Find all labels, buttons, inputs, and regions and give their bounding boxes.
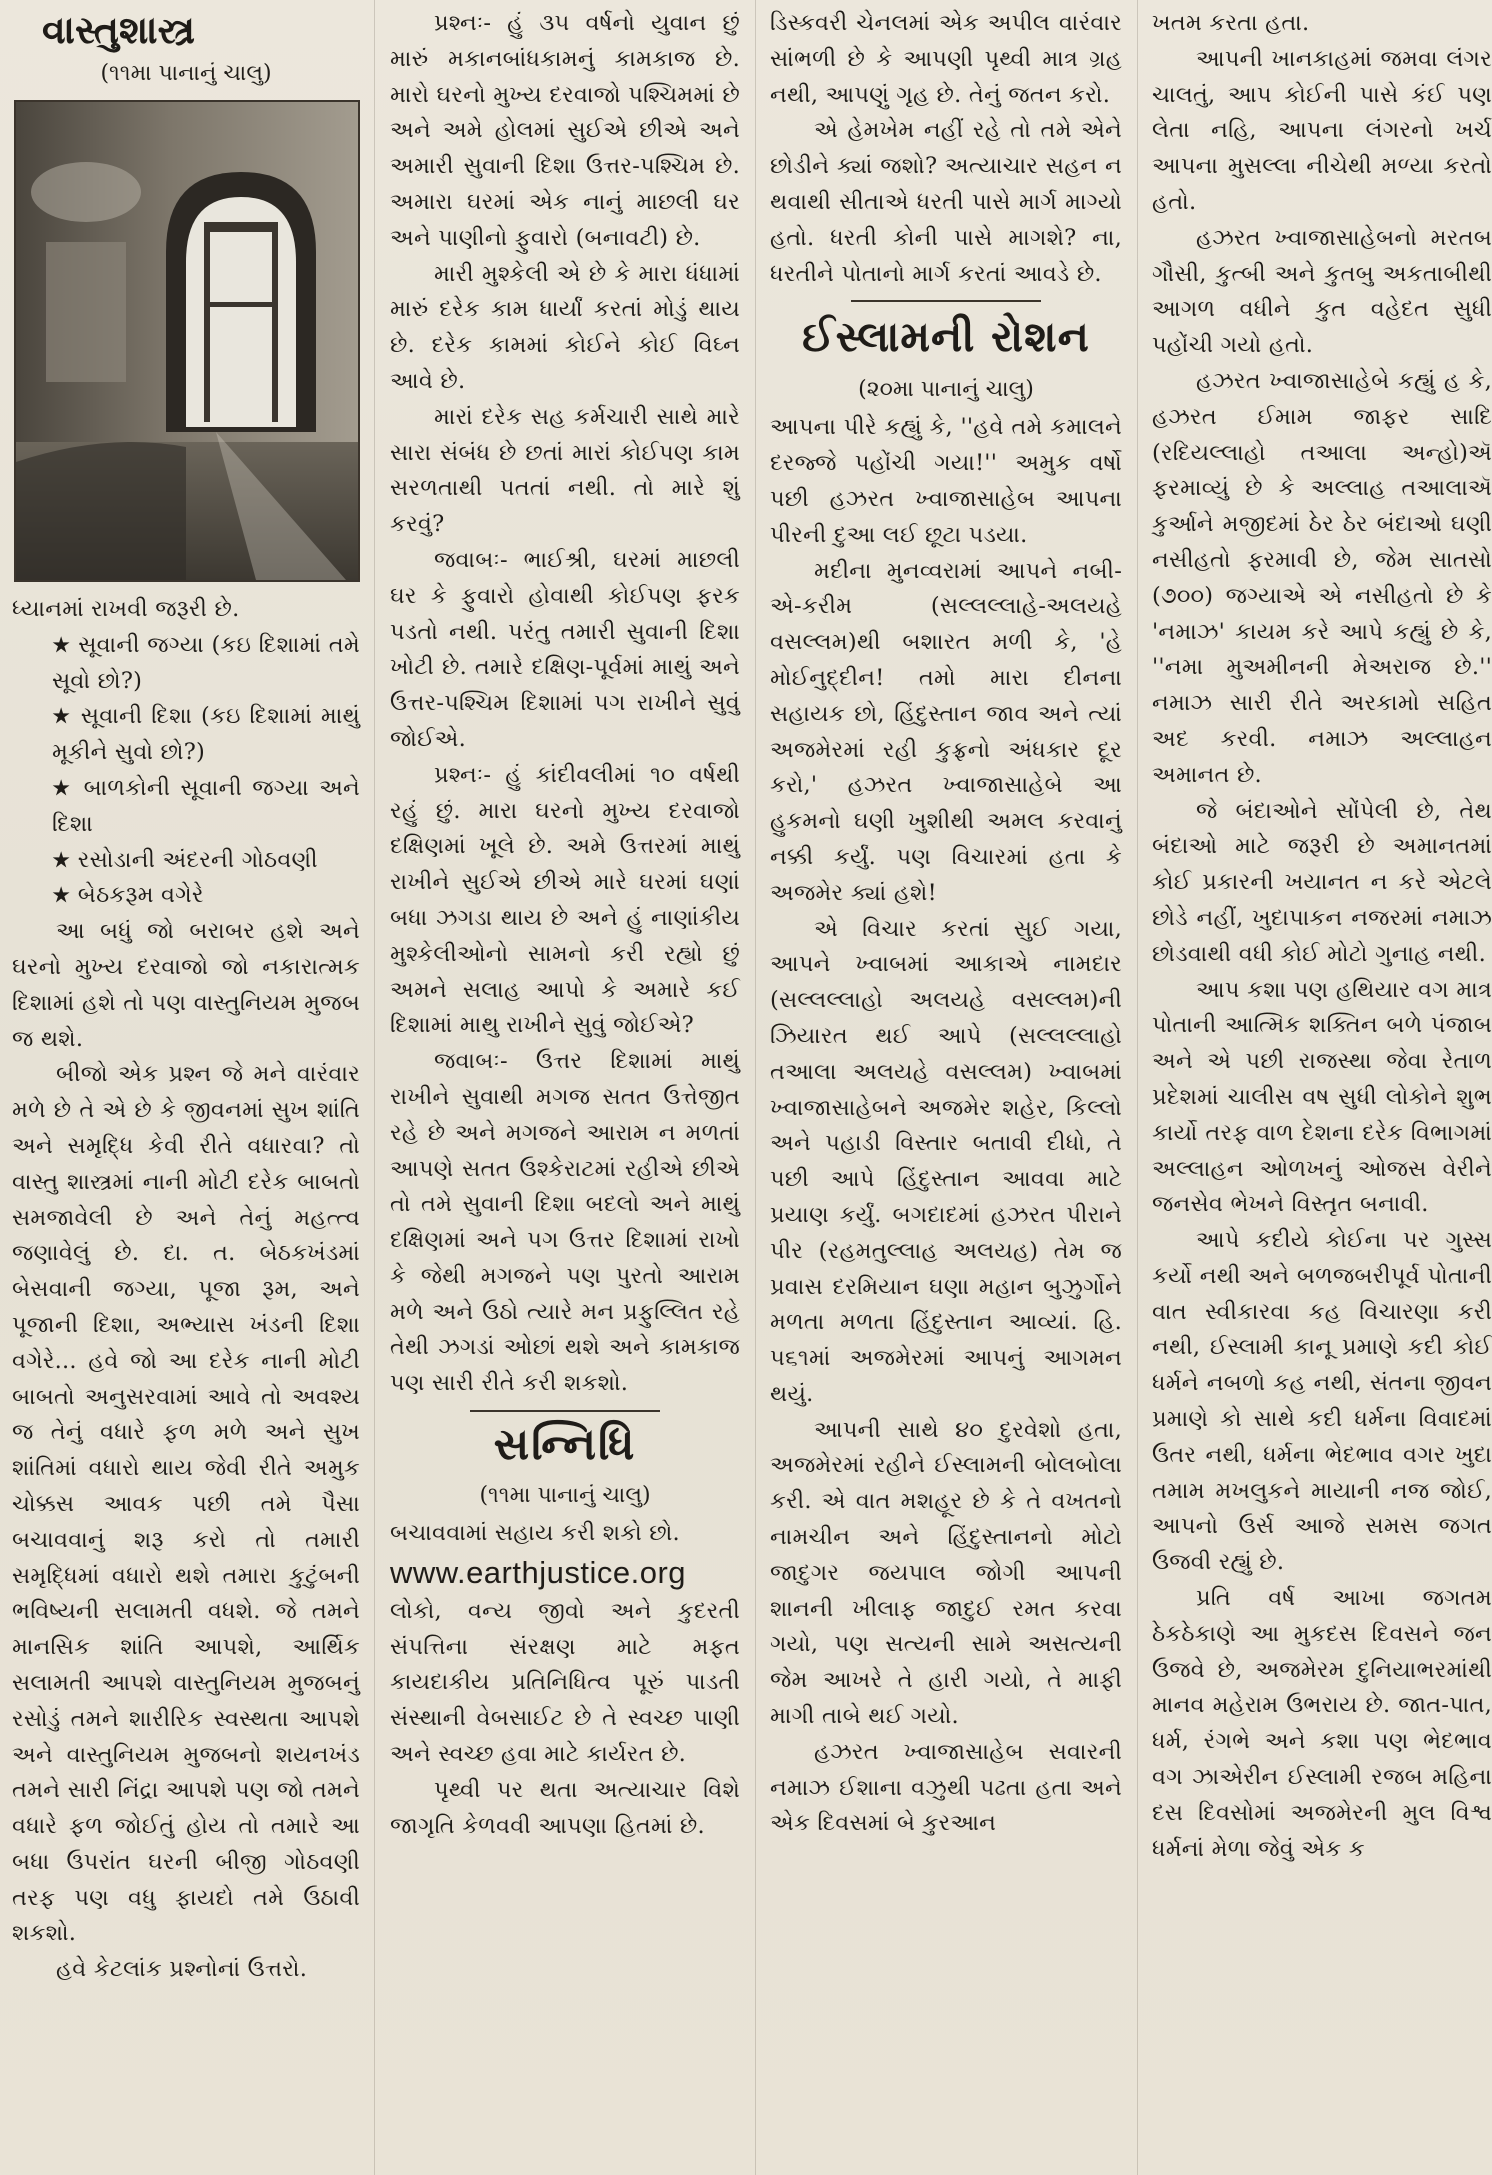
column-islam-continued: [1140, 0, 1492, 2175]
vastu-continued-note: (૧૧મા પાનાનું ચાલુ): [100, 61, 272, 86]
article-paragraph: આપ કશા પણ હથિયાર વગ માત્ર પોતાની આત્મિક શક્તિન બળે પંજાબ અને એ પછી રાજસ્થા જેવા રેતાળ પ્રદેશમાં ચાલીસ વષ સુધી લોકોને શુભ કાર્યો તરફ વાળ દેશના દરેક વિભાગમાં અલ્લાહન ઓળખનું ઓજસ વેરીને જનસેવ ભેખને વિસ્તૃત બનાવી.: [1152, 976, 1492, 1218]
article-paragraph: એ વિચાર કરતાં સુઈ ગયા, આપને ખ્વાબમાં આકાએ નામદાર (સલ્લલ્લાહો અલયહે વસલ્લમ)ની ઝિયારત થઈ આપે (સલ્લલ્લાહો તઆલા અલયહે વસલ્લમ) ખ્વાબમાં ખ્વાજાસાહેબને અજમેર શહેર, કિલ્લો અને પહાડી વિસ્તાર બતાવી દીધો, તે પછી આપે હિંદુસ્તાન આવવા માટે પ્રયાણ કર્યું. બગદાદમાં હઝરત પીરાને પીર (રહમતુલ્લાહ અલયહ) તેમ જ પ્રવાસ દરમિયાન ઘણા મહાન બુઝુર્ગોને મળતા મળતા હિંદુસ્તાન આવ્યાં. હિ. ૫૬૧માં અજમેરમાં આપનું આગમન થયું.: [770, 915, 1122, 1407]
article-paragraph: હઝરત ખ્વાજાસાહેબ સવારની નમાઝ ઈશાના વઝુથી પઢતા હતા અને એક દિવસમાં બે કુરઆન: [770, 1738, 1122, 1837]
photo-graphic: [16, 102, 358, 580]
bullet-item: ★ બેઠકરૂમ વગેરે: [52, 882, 204, 909]
article-paragraph: ખતમ કરતા હતા.: [1152, 10, 1310, 36]
article-paragraph: હઝરત ખ્વાજાસાહેબે કહ્યું હ કે, હઝરત ઈમામ જાફર સાદિ (રદિયલ્લાહો તઆલા અન્હો)ઍ ફરમાવ્યું છે કે અલ્લાહ તઆલાઍ કુર્આને મજીદમાં ઠેર ઠેર બંદાઓ ઘણી નસીહતો ફરમાવી છે, જેમ સાતસો (૭૦૦) જગ્યાએ એ નસીહતો છે કે 'નમાઝ' કાયમ કરે આપે કહ્યું છે કે, ''નમા મુઅમીનની મેઅરાજ છે.'' નમાઝ સારી રીતે અરકામો સહિત અદ કરવી. નમાઝ અલ્લાહન અમાનત છે.: [1152, 367, 1492, 788]
article-paragraph: હવે કેટલાંક પ્રશ્નોનાં ઉત્તરો.: [56, 1956, 308, 1983]
bullet-item: ★ સૂવાની દિશા (કઇ દિશામાં માથું મૂકીને સુવો છો?): [52, 703, 360, 766]
column-divider: [1137, 0, 1138, 2175]
column-qa: [378, 0, 752, 2175]
article-paragraph: મારી મુશ્કેલી એ છે કે મારા ધંધામાં મારું દરેક કામ ધાર્યાં કરતાં મોડું થાય છે. દરેક કામમાં કોઈને કોઈ વિઘ્ન આવે છે.: [390, 260, 740, 394]
sannidhi-heading: સન્નિધિ: [493, 1419, 637, 1471]
column-divider: [755, 0, 756, 2175]
article-paragraph: આપે કદીયે કોઈના પર ગુસ્સ કર્યો નથી અને બળજબરીપૂર્વ પોતાની વાત સ્વીકારવા કહ વિચારણા કરી નથી, ઈસ્લામી કાનૂ પ્રમાણે કદી કોઈ ધર્મને નબળો કહ નથી, સંતના જીવન પ્રમાણે કો સાથે કદી ધર્મના વિવાદમાં ઉતર નથી, ધર્મના ભેદભાવ વગર ખુદા તમામ મખલુકને માયાની નજ જોઈ, આપનો ઉર્સ આજે સમસ જગત ઉજવી રહ્યું છે.: [1152, 1227, 1492, 1576]
sannidhi-intro: બચાવવામાં સહાય કરી શકો છો.: [390, 1520, 680, 1547]
article-paragraph: હઝરત ખ્વાજાસાહેબનો મરતબ ગૌસી, કુત્બી અને કુતબુ અકતાબીથી આગળ વધીને કુત વહેદત સુધી પહોંચી ગયો હતો.: [1152, 224, 1492, 359]
article-paragraph: એ હેમખેમ નહીં રહે તો તમે એને છોડીને ક્યાં જશો? અત્યાચાર સહન ન થવાથી સીતાએ ધરતી પાસે માર્ગ માગ્યો હતો. ધરતી કોની પાસે માગશે? ના, ધરતીને પોતાનો માર્ગ કરતાં આવડે છે.: [770, 117, 1122, 287]
column-divider: [374, 0, 375, 2175]
article-paragraph: પ્રતિ વર્ષ આખા જગતમ ઠેકઠેકાણે આ મુકદસ દિવસને જન ઉજવે છે, અજમેરમ દુનિયાભરમાંથી માનવ મહેરામ ઉભરાય છે. જાત-પાત, ધર્મ, રંગભે અને કશા પણ ભેદભાવ વગ ઝાએરીન ઈસ્લામી રજબ મહિના દસ દિવસોમાં અજમેરની મુલ વિશ્વ ધર્મનાં મેળા જેવું એક ક: [1152, 1585, 1492, 1862]
islam-heading: ઈસ્લામની રોશન: [802, 312, 1090, 362]
column-vastu: [0, 0, 372, 2175]
article-paragraph: મારાં દરેક સહ કર્મચારી સાથે મારે સારા સંબંધ છે છતાં મારાં કોઈપણ કામ સરળતાથી પતતાં નથી. તો મારે શું કરવું?: [390, 403, 740, 538]
islam-continued-note: (૨૦મા પાનાનું ચાલુ): [858, 377, 1034, 403]
article-paragraph: જે બંદાઓને સોંપેલી છે, તેથ બંદાઓ માટે જરૂરી છે અમાનતમાં કોઈ પ્રકારની ખયાનત ન કરે એટલે છોડે નહીં, ખુદાપાકન નજરમાં નમાઝ છોડવાથી વધી કોઈ મોટો ગુનાહ નથી.: [1152, 797, 1492, 967]
vastu-article-body: [12, 592, 360, 1988]
website-url: www.earthjustice.org: [390, 1554, 687, 1590]
column-islam: [758, 0, 1134, 2175]
article-paragraph: આપની ખાનકાહમાં જમવા લંગર ચાલતું, આપ કોઈની પાસે કંઈ પણ લેતા નહિ, આપના લંગરનો ખર્ચ આપના મુસલ્લા નીચેથી મળ્યા કરતો હતો.: [1152, 45, 1492, 215]
article-paragraph: આપની સાથે ૪૦ દુરવેશો હતા, અજમેરમાં રહીને ઈસ્લામની બોલબોલા કરી. એ વાત મશહૂર છે કે તે વખતનો નામચીન અને હિંદુસ્તાનનો મોટો જાદુગર જયપાલ જોગી આપની શાનની ખીલાફ જાદુઈ રમત કરવા ગયો, પણ સત્યની સામે અસત્યની જેમ આખરે તે હારી ગયો, તે માફી માગી તાબે થઈ ગયો.: [770, 1416, 1122, 1730]
article-paragraph: ધ્યાનમાં રાખવી જરૂરી છે.: [12, 596, 240, 622]
section-divider: [851, 300, 1041, 302]
sannidhi-continued-note: (૧૧મા પાનાનું ચાલુ): [479, 1483, 651, 1509]
bullet-item: ★ સૂવાની જગ્યા (કઇ દિશામાં તમે સૂવો છો?): [52, 631, 360, 694]
article-paragraph: આપના પીરે કહ્યું કે, ''હવે તમે કમાલને દરજ્જે પહોંચી ગયા!'' અમુક વર્ષો પછી હઝરત ખ્વાજાસાહેબ આપના પીરની દુઆ લઈ છૂટા પડયા.: [770, 414, 1122, 548]
article-paragraph: પૃથ્વી પર થતા અત્યાચાર વિશે જાગૃતિ કેળવવી આપણા હિતમાં છે.: [390, 1776, 740, 1839]
article-paragraph: ડિસ્કવરી ચેનલમાં એક અપીલ વારંવાર સાંભળી છે કે આપણી પૃથ્વી માત્ર ગ્રહ નથી, આપણું ગૃહ છે. તેનું જતન કરો.: [770, 10, 1122, 108]
bullet-item: ★ રસોડાની અંદરની ગોઠવણી: [52, 846, 318, 873]
article-paragraph: બીજો એક પ્રશ્ન જે મને વારંવાર મળે છે તે એ છે કે જીવનમાં સુખ શાંતિ અને સમૃદ્ધિ કેવી રીતે વધારવા? તો વાસ્તુ શાસ્ત્રમાં નાની મોટી દરેક બાબતો સમજાવેલી છે અને તેનું મહત્ત્વ જણાવેલું છે. દા. ત. બેઠકખંડમાં બેસવાની જગ્યા, પૂજા રૂમ, અને પૂજાની દિશા, અભ્યાસ ખંડની દિશા વગેરે... હવે જો આ દરેક નાની મોટી બાબતો અનુસરવામાં આવે તો અવશ્ય જ તેનું વધારે ફળ મળે અને સુખ શાંતિમાં વધારો થાય જેવી રીતે અમુક ચોક્કસ આવક પછી તમે પૈસા બચાવવાનું શરૂ કરો તો તમારી સમૃદ્ધિમાં વધારો થશે તમારા કુટુંબની ભવિષ્યની સલામતી વધશે. જે તમને માનસિક શાંતિ આપશે, આર્થિક સલામતી આપશે વાસ્તુનિયમ મુજબનું રસોડું તમને શારીરિક સ્વસ્થતા આપશે અને વાસ્તુનિયમ મુજબનો શયનખંડ તમને સારી નિંદ્રા આપશે પણ જો તમને વધારે ફળ જોઈતું હોય તો તમારે આ બધા ઉપરાંત ઘરની બીજી ગોઠવણી તરફ પણ વધુ ફાયદો તમે ઉઠાવી શકશો.: [12, 1061, 360, 1947]
article-paragraph: લોકો, વન્ય જીવો અને કુદરતી સંપત્તિના સંરક્ષણ માટે મફત કાયદાકીય પ્રતિનિધિત્વ પૂરું પાડતી સંસ્થાની વેબસાઈટ છે તે સ્વચ્છ પાણી અને સ્વચ્છ હવા માટે કાર્યરત છે.: [390, 1597, 740, 1768]
vastu-heading: વાસ્તુશાસ્ત્ર: [42, 8, 196, 52]
question-paragraph: પ્રશ્નઃ- હું કાંદીવલીમાં ૧૦ વર્ષથી રહું છું. મારા ઘરનો મુખ્ય દરવાજો દક્ષિણમાં ખૂલે છે. અમે ઉત્તરમાં માથું રાખીને સુઈએ છીએ મારે ઘરમાં ઘણાં બધા ઝગડા થાય છે અને હું નાણાંકીય મુશ્કેલીઓનો સામનો કરી રહ્યો છું અમને સલાહ આપો કે અમારે કઈ દિશામાં માથુ રાખીને સુવું જોઈએ?: [390, 761, 740, 1039]
interior-photo: [14, 100, 360, 582]
article-paragraph: આ બધું જો બરાબર હશે અને ઘરનો મુખ્ય દરવાજો જો નકારાત્મક દિશામાં હશે તો પણ વાસ્તુનિયમ મુજબ જ થશે.: [12, 918, 360, 1052]
question-paragraph: પ્રશ્નઃ- હું ૩૫ વર્ષનો યુવાન છું મારું મકાનબાંધકામનું કામકાજ છે. મારો ઘરનો મુખ્ય દરવાજો પશ્ચિમમાં છે અને અમે હોલમાં સુઈએ છીએ અને અમારી સુવાની દિશા ઉત્તર-પશ્ચિમ છે. અમારા ઘરમાં એક નાનું માછલી ઘર અને પાણીનો ફુવારો (બનાવટી) છે.: [390, 10, 740, 251]
section-divider: [470, 1410, 660, 1412]
article-paragraph: મદીના મુનવ્વરામાં આપને નબી-એ-કરીમ (સલ્લલ્લાહે-અલયહે વસલ્લમ)થી બશારત મળી કે, 'હે મોઈનુદ્દીન! તમો મારા દીનના સહાયક છો, હિંદુસ્તાન જાવ અને ત્યાં અજમેરમાં રહી કુફ્રનો અંધકાર દૂર કરો,' હઝરત ખ્વાજાસાહેબે આ હુકમનો ઘણી ખુશીથી અમલ કરવાનું નક્કી કર્યું. પણ વિચારમાં હતા કે અજમેર ક્યાં હશે!: [770, 557, 1122, 906]
answer-paragraph: જવાબઃ- ભાઈશ્રી, ઘરમાં માછલી ઘર કે ફુવારો હોવાથી કોઈપણ ફરક પડતો નથી. પરંતુ તમારી સુવાની દિશા ખોટી છે. તમારે દક્ષિણ-પૂર્વમાં માથું અને ઉત્તર-પશ્ચિમ દિશામાં પગ રાખીને સુવું જોઈએ.: [390, 546, 740, 752]
answer-paragraph: જવાબઃ- ઉત્તર દિશામાં માથું રાખીને સુવાથી મગજ સતત ઉત્તેજીત રહે છે અને મગજને આરામ ન મળતાં આપણે સતત ઉશ્કેરાટમાં રહીએ છીએ તો તમે સુવાની દિશા બદલો અને માથું દક્ષિણમાં અને પગ ઉત્તર દિશામાં રાખો કે જેથી મગજને પણ પુરતો આરામ મળે અને ઉઠો ત્યારે મન પ્રફુલ્લિત રહે તેથી ઝગડાં ઓછાં થશે અને કામકાજ પણ સારી રીતે કરી શકશો.: [390, 1048, 740, 1397]
bullet-item: ★ બાળકોની સૂવાની જગ્યા અને દિશા: [52, 774, 360, 837]
